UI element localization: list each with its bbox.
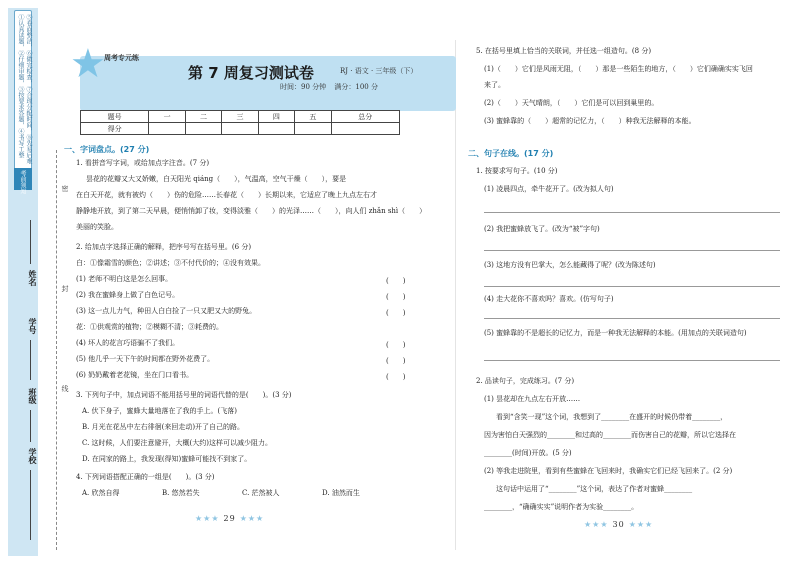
q2-options: 白：①像霜雪的颜色；②讲述；③不付代价的；④没有效果。 xyxy=(76,259,265,267)
q2-answer-paren[interactable]: ( ) xyxy=(386,309,406,317)
s2q2-fill[interactable]: 看到“含笑一现”这个词，我想到了________在盛开的时候仍带着________， xyxy=(496,413,728,421)
s2q1-item: (2) 我把蜜蜂放飞了。(改为“被”字句) xyxy=(484,225,600,233)
score-cell[interactable] xyxy=(149,123,185,135)
score-cell[interactable] xyxy=(258,123,294,135)
s2q1-item: (1) 凌晨四点，牵牛花开了。(改为拟人句) xyxy=(484,185,614,193)
exam-meta xyxy=(280,82,384,92)
page-footer-29: ★★★ 29 ★★★ xyxy=(195,514,265,523)
s2q2-passage: (2) 等我走进院里，看到有些蜜蜂在飞回来时，我确实它们已经飞回来了。(2 分) xyxy=(484,467,733,475)
q3-option[interactable]: D. 在同家的路上，我发现(得知)蜜蜂可能找不到家了。 xyxy=(82,455,252,463)
q2-item: (2) 我在蜜蜂身上做了白色记号。 xyxy=(76,291,180,299)
score-cell[interactable] xyxy=(185,123,221,135)
s2q1-item: (3) 这地方没有巴掌大，怎么能藏得了呢？(改为陈述句) xyxy=(484,261,656,269)
q4-option[interactable]: C. 茫然被人 xyxy=(242,489,280,497)
answer-line[interactable] xyxy=(484,212,780,213)
page-29 xyxy=(64,0,460,565)
score-header-cell: 四 xyxy=(258,111,294,123)
q4-option[interactable]: D. 油然而生 xyxy=(322,489,360,497)
s2q2-stem: 2. 品读句子，完成练习。(7 分) xyxy=(476,377,575,385)
s2q1-item: (4) 走大花你不喜欢吗？喜欢。(仿写句子) xyxy=(484,295,614,303)
star-icon: ★ xyxy=(70,41,106,87)
score-cell[interactable] xyxy=(222,123,258,135)
page-footer-30: ★★★ 30 ★★★ xyxy=(584,520,654,529)
full-score: 满分：100 分 xyxy=(334,83,378,91)
class-field-label: 班级 xyxy=(28,388,38,404)
time-limit: 时间：90 分钟 xyxy=(280,83,327,91)
answer-line[interactable] xyxy=(484,318,780,319)
q5-stem: 5. 在括号里填上恰当的关联词，并任选一组造句。(8 分) xyxy=(476,47,652,55)
q1-line: 美丽的笑脸。 xyxy=(76,223,118,231)
q2-stem: 2. 给加点字选择正确的解释，把序号写在括号里。(6 分) xyxy=(76,243,252,251)
school-field-label: 学校 xyxy=(28,448,38,464)
s2q2-fill[interactable]: 因为害怕白天强烈的________和过高的________而伤害自己的花瓣，所以它选择在 xyxy=(484,431,736,439)
s2q2-fill[interactable]: 这句话中运用了“________”这个词，表达了作者对蜜蜂________ xyxy=(496,485,693,493)
student-id-field-label: 学号 xyxy=(28,318,38,334)
binding-sidebar xyxy=(0,0,70,565)
score-table xyxy=(80,110,400,135)
q2-answer-paren[interactable]: ( ) xyxy=(386,373,406,381)
notes-text-1: ①认真读题，②仔细审题，③按要求答题，④书写工整 xyxy=(17,14,24,158)
q4-option[interactable]: A. 欣然自得 xyxy=(82,489,120,497)
q2-item: (3) 这一点儿力气，种田人白白捡了一只又肥又大的野兔。 xyxy=(76,307,257,315)
page-number: 30 xyxy=(612,520,625,529)
score-header-cell: 二 xyxy=(185,111,221,123)
edition-label: RJ · 语文 · 三年级（下） xyxy=(340,67,418,75)
score-table-header-row xyxy=(81,111,400,123)
student-id-field-line[interactable] xyxy=(30,340,31,380)
answer-line[interactable] xyxy=(484,360,780,361)
binding-mark-xian: 线 xyxy=(61,385,69,392)
q5-item: 来了。 xyxy=(484,81,505,89)
name-field-line[interactable] xyxy=(30,220,31,264)
q1-line: 昙花的花瓣又大又娇嫩，白天阳光 qiáng（ ），气温高，空气干燥（ ），要是 xyxy=(86,175,347,183)
q2-answer-paren[interactable]: ( ) xyxy=(386,277,406,285)
s2q2-fill[interactable]: ________(时间)开放。(5 分) xyxy=(484,449,572,457)
q5-item: (2)（ ）天气晴朗，（ ）它们是可以回到巢里的。 xyxy=(484,99,659,107)
score-row-label: 得分 xyxy=(81,123,149,135)
q1-line: 静静地开放，到了第二天早晨，便悄悄卸了妆，变得淡雅（ ）的光泽……（ ），向人们 zhǎn shì（ ） xyxy=(76,207,427,215)
q2-answer-paren[interactable]: ( ) xyxy=(386,341,406,349)
q3-option[interactable]: C. 这时候，人们要注意避开，大概(大约)这样可以减少阻力。 xyxy=(82,439,273,447)
score-cell[interactable] xyxy=(331,123,399,135)
page-30 xyxy=(460,0,800,565)
class-field-line[interactable] xyxy=(30,410,31,442)
name-field-label: 姓名 xyxy=(28,270,38,286)
q1-line: 在白天开花，就有被灼（ ）伤的危险……长春花（ ）长期以来，它适应了晚上九点左右才 xyxy=(76,191,377,199)
score-header-cell: 五 xyxy=(295,111,331,123)
page-title: 第 7 周复习测试卷 xyxy=(188,64,314,82)
score-header-cell: 题号 xyxy=(81,111,149,123)
q2-options-2: 花：①供观赏的植物；②模糊不清；③耗费的。 xyxy=(76,323,223,331)
q3-option[interactable]: B. 月光在花丛中左右徘徊(来回走动)开了自己的路。 xyxy=(82,423,245,431)
s2q1-stem: 1. 按要求写句子。(10 分) xyxy=(476,167,558,175)
s2q2-fill[interactable]: ________，“确确实实”说明作者为实验________。 xyxy=(484,503,639,511)
section-1-title: 一、字词盘点。(27 分) xyxy=(64,145,150,154)
q3-stem: 3. 下列句子中，加点词语不能用括号里的词语代替的是( )。(3 分) xyxy=(76,391,292,399)
q2-answer-paren[interactable]: ( ) xyxy=(386,293,406,301)
q2-item: (1) 老师不明白这是怎么回事。 xyxy=(76,275,173,283)
q2-item: (5) 他几乎一天下午的时间都在野外花费了。 xyxy=(76,355,215,363)
s2q2-passage: (1) 昙花却在九点左右开放…… xyxy=(484,395,581,403)
s2q1-item: (5) 蜜蜂靠的不是超长的记忆力，而是一种我无法解释的本能。(用加点的关联词造句) xyxy=(484,329,747,337)
binding-mark-feng: 封 xyxy=(61,285,69,292)
score-header-cell: 一 xyxy=(149,111,185,123)
binding-mark-mi: 密 xyxy=(61,185,69,192)
q5-item: (3) 蜜蜂靠的（ ）超常的记忆力，（ ）种我无法解释的本能。 xyxy=(484,117,696,125)
q3-option[interactable]: A. 伏下身子，蜜蜂大量地落在了我的手上。(飞落) xyxy=(82,407,237,415)
q5-item: (1)（ ）它们是风雨无阻，（ ）那是一些陌生的地方，（ ）它们确确实实飞回 xyxy=(484,65,753,73)
section-2-title: 二、句子在线。(17 分) xyxy=(468,149,554,158)
q1-stem: 1. 看拼音写字词，或给加点字注音。(7 分) xyxy=(76,159,210,167)
notes-badge-label: 考前须知 xyxy=(19,170,26,194)
notes-text-2: ⑤卷面整洁，⑥做完检查，⑦合理分配时间，⑧先易后难 xyxy=(25,14,32,164)
answer-line[interactable] xyxy=(484,286,780,287)
q2-answer-paren[interactable]: ( ) xyxy=(386,357,406,365)
q2-item: (4) 坏人的花言巧语骗不了我们。 xyxy=(76,339,180,347)
q4-option[interactable]: B. 悠然若失 xyxy=(162,489,200,497)
score-table-score-row xyxy=(81,123,400,135)
score-header-cell: 总分 xyxy=(331,111,399,123)
q2-item: (6) 奶奶戴着老花镜，坐在门口看书。 xyxy=(76,371,194,379)
score-cell[interactable] xyxy=(295,123,331,135)
score-header-cell: 三 xyxy=(222,111,258,123)
answer-line[interactable] xyxy=(484,250,780,251)
prep-label: 周考专元练 xyxy=(104,53,139,62)
q4-stem: 4. 下列词语搭配正确的一组是( )。(3 分) xyxy=(76,473,215,481)
school-field-line[interactable] xyxy=(30,470,31,540)
binding-dashed-line xyxy=(56,150,57,550)
page-number: 29 xyxy=(223,514,236,523)
